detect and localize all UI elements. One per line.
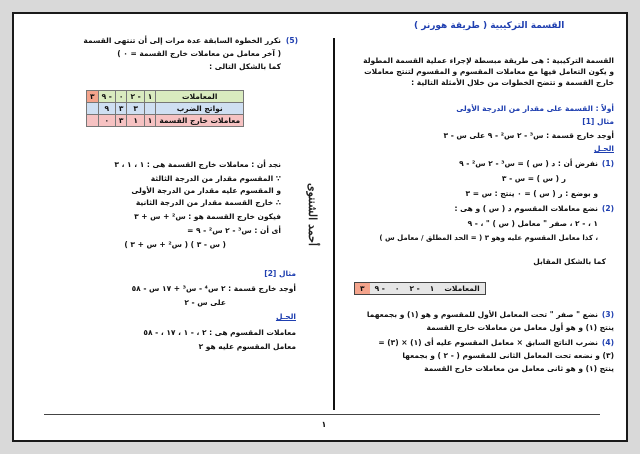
table-intro: كما بالشكل المقابل [533,257,606,266]
conclusion-line-7: ( س - ٣ ) ( س² + س + ٣ ) [124,240,226,249]
example-2-problem-divisor: على س - ٢ [184,298,226,307]
step-5-line-1: نكرر الخطوة السابقة عدة مرات إلى أن تنتهى القسمة [83,36,281,45]
table-cell [144,103,156,115]
step-1-number: (1) [601,159,614,168]
step-4-line-1: نضرب الناتج السابق × معامل المقسوم عليه أى (١) × (٣) = [378,338,598,347]
table-row [87,91,244,103]
page-number: ١ [321,420,327,429]
coefficients-row-1 [354,282,486,295]
step-4-line-2: (٣) و نضعه تحت المعامل الثانى للمقسوم ( - ٢ ) و بجمعها [402,351,614,360]
page-title: القسمة التركيبية ( طريقة هورنر ) [414,21,565,31]
example-1-label: مثال [1] [582,117,614,126]
coefficient-cell: - ٩ [370,283,390,294]
section-heading-1: أولاً : القسمة على مقدار من الدرجة الأولى [456,104,614,113]
step-5-number: (5) [285,36,298,45]
table-cell: ٣ [115,103,127,115]
conclusion-line-4: ∴ خارج القسمة مقدار من الدرجة الثانية [135,198,281,207]
step-5-line-3: كما بالشكل التالى : [209,62,281,71]
synthetic-division-table [86,90,244,127]
solution-label-2: الحـل [275,312,296,321]
column-divider [333,38,335,410]
step-1-line-2: ر ( س ) = س - ٣ [501,174,566,183]
step-4-number: (4) [601,338,614,347]
divisor-cell: ٣ [355,283,370,294]
conclusion-line-6: أى أن : س³ - ٢ س² - ٩ = [187,226,281,235]
example-1-problem: أوجد خارج قسمة : س³ - ٢ س² - ٩ على س - ٣ [443,131,614,140]
table-row [87,103,244,115]
step-4-line-3: ينتج (١) و هو ثانى معامل من معاملات خارج القسمة [424,364,614,373]
coefficients-label: المعاملات [439,283,484,294]
table-row [87,115,244,127]
coefficient-cell: ١ [425,283,440,294]
example-2-solution-line-1: معاملات المقسوم هى : ٢ ، - ١ ، ١٧ ، - ٥٨ [143,328,296,337]
intro-line-2: و يكون التعامل فيها مع معاملات المقسوم و المقسوم لتنتج معاملات [364,67,614,76]
table-cell: ١ [127,115,144,127]
step-5-line-2: ( آخر معامل من معاملات خارج القسمة = ٠ ) [117,49,281,58]
example-2-problem: أوجد خارج قسمة : ٢ س⁴ - س³ + ١٧ س - ٥٨ [131,284,296,293]
table-divisor-cell: ٣ [87,91,99,103]
footer-rule [44,414,600,415]
solution-label-1: الحـل [593,144,614,153]
intro-line-1: القسمة التركيبية : هى طريقة مبسطة لإجراء عملية القسمة المطولة [363,56,614,65]
step-2-line-1: نضع معاملات المقسوم د ( س ) و هى : [454,204,598,213]
step-1-line-1: نفرض أن : د ( س ) = س³ - ٢ س² - ٩ [459,159,598,168]
table-row-label: المعاملات [156,91,244,103]
table-row-label: نواتج الضرب [156,103,244,115]
intro-line-3: خارج القسمة و تتضح الخطوات من خلال الأمثلة التالية : [411,78,614,87]
conclusion-line-3: و المقسوم عليه مقدار من الدرجة الأولى [131,186,281,195]
author-signature: أحمد الشننوى [305,182,319,246]
step-2-line-3: ، كذا معامل المقسوم عليه وهو ٣ ( = الحد المطلق / معامل س ) [379,234,598,242]
conclusion-line-2: ∵ المقسوم مقدار من الدرجة الثالثة [150,174,281,183]
table-cell [87,103,99,115]
example-2-label: مثال [2] [264,269,296,278]
table-cell: ١ [144,115,156,127]
step-2-number: (2) [601,204,614,213]
table-cell: - ٩ [98,91,115,103]
table-cell: ٠ [98,115,115,127]
document-page [12,12,628,442]
coefficient-cell: - ٢ [404,283,424,294]
table-cell: ٩ [98,103,115,115]
table-cell: ٣ [127,103,144,115]
table-cell: ٣ [115,115,127,127]
table-cell [87,115,99,127]
table-cell: ١ [144,91,156,103]
example-2-solution-line-2: معامل المقسوم عليه هو ٢ [198,342,296,351]
table-row-label: معاملات خارج القسمة [156,115,244,127]
step-3-line-2: ينتج (١) و هو أول معامل من معاملات خارج القسمة [426,323,614,332]
step-3-number: (3) [601,310,614,319]
step-1-line-3: و بوضع : ر ( س ) = ٠ ينتج : س = ٣ [465,189,598,198]
conclusion-line-5: فيكون خارج القسمة هو : س² + س + ٣ [134,212,281,221]
table-cell: ٠ [115,91,127,103]
conclusion-line-1: نجد أن : معاملات خارج القسمة هى : ١ ، ١ ، ٣ [114,160,281,169]
step-3-line-1: نضع " صفر " تحت المعامل الأول للمقسوم و هو (١) و بجمعهما [366,310,598,319]
table-cell: - ٢ [127,91,144,103]
step-2-line-2: ١ ، - ٢ ، صفر " معامل ( س ) " ، - ٩ [467,219,598,228]
coefficient-cell: ٠ [390,283,405,294]
